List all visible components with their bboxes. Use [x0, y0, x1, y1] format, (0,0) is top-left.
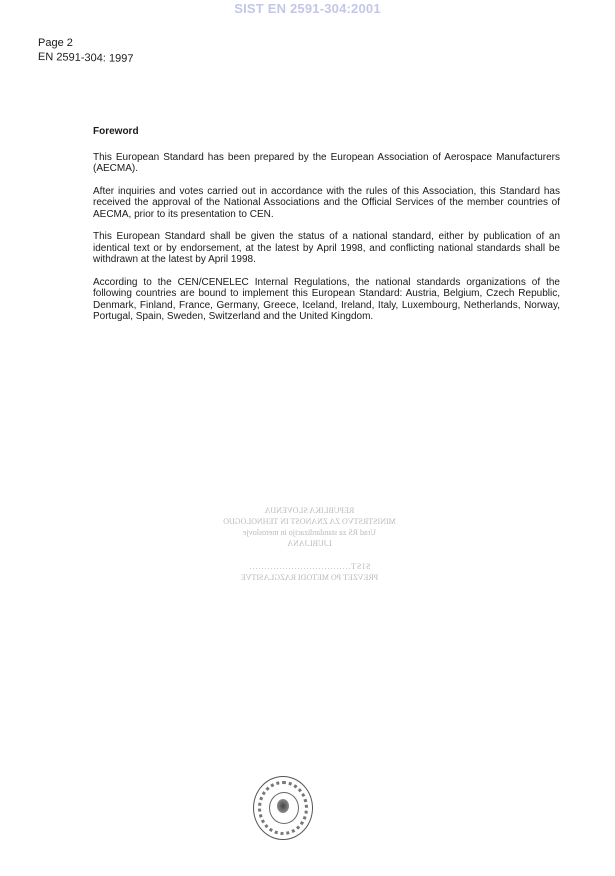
stamp-line: REPUBLIKA SLOVENIJA: [264, 506, 355, 515]
document-watermark: SIST EN 2591-304:2001: [234, 1, 381, 16]
page-header: [38, 36, 133, 64]
stamp-line: LJUBLJANA: [287, 539, 332, 548]
stamp-line: MINISTRSTVO ZA ZNANOST IN TEHNOLOGIJO: [223, 517, 396, 526]
document-id: EN 2591-304: 1997: [37, 51, 134, 65]
stamp-footer: PREVZET PO METODI RAZGLASITVE: [240, 573, 379, 582]
section-title: Foreword: [93, 126, 139, 137]
seal-emblem-icon: [277, 799, 289, 813]
stamp-dots: SIST..................................: [248, 562, 371, 571]
paragraph: This European Standard shall be given the status of a national standard, either by publication of an identical text or by endorsement, at the latest by April 1998, and conflicting national standards shall be withdrawn at the latest by April 1998.: [93, 231, 560, 265]
approval-stamp: [222, 505, 397, 583]
paragraph: This European Standard has been prepared by the European Association of Aerospace Manufacturers (AECMA).: [93, 151, 560, 174]
paragraph: According to the CEN/CENELEC Internal Regulations, the national standards organizations of the following countries are bound to implement this European Standard: Austria, Belgium, Czech Republic, Denmark, Finland, France, Germany, Greece, Iceland, Ireland, Italy, Luxembourg, Netherlands, Norway, Portugal, Spain, Sweden, Switzerland and the United Kingdom.: [93, 276, 560, 322]
stamp-line: Urad RS za standardizacijo in meroslovje: [242, 528, 377, 537]
foreword-section: [93, 126, 560, 334]
paragraph: After inquiries and votes carried out in accordance with the rules of this Association, this Standard has received the approval of the National Associations and the Official Services of the member countries of AECMA, prior to its presentation to CEN.: [93, 185, 560, 220]
official-seal-icon: [253, 776, 313, 840]
page-number: Page 2: [38, 37, 73, 49]
